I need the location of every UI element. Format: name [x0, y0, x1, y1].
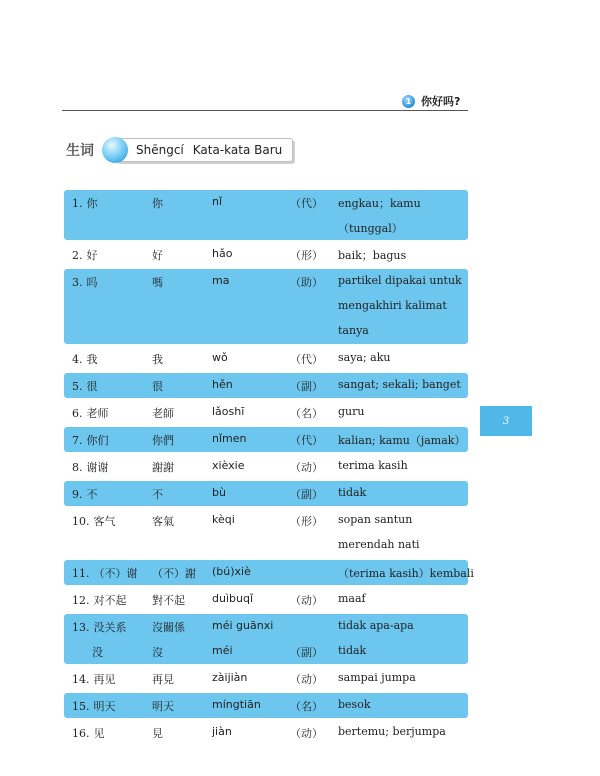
vocab-sub-pos: （副） — [290, 646, 323, 659]
vocab-simplified: 你们 — [86, 434, 109, 447]
vocab-meaning: bertemu; berjumpa — [338, 725, 446, 738]
vocab-head — [72, 247, 98, 263]
vocab-number: 8. — [72, 461, 83, 474]
vocab-traditional: 好 — [152, 249, 163, 262]
vocab-number: 2. — [72, 249, 83, 262]
vocab-sub-meaning: tidak — [338, 644, 367, 657]
vocab-row — [64, 587, 468, 612]
vocab-number: 3. — [72, 276, 83, 289]
vocab-head — [72, 725, 105, 741]
vocab-number: 13. — [72, 621, 90, 634]
vocab-row — [64, 614, 468, 664]
section-title-pill — [115, 138, 293, 162]
vocab-pos: （副） — [290, 380, 323, 393]
vocab-line — [64, 587, 468, 612]
vocab-pinyin: míngtiān — [212, 698, 261, 711]
vocab-number: 10. — [72, 515, 90, 528]
vocab-line — [64, 269, 468, 294]
vocab-pinyin: xièxie — [212, 459, 245, 472]
vocab-pinyin: ma — [212, 274, 230, 287]
vocab-pinyin: nǐmen — [212, 432, 247, 445]
vocab-meaning: baik；bagus — [338, 249, 407, 262]
vocab-meaning: sopan santun — [338, 513, 413, 526]
vocab-simplified: 不 — [86, 488, 98, 501]
vocabulary-list — [64, 190, 474, 747]
vocab-number: 6. — [72, 407, 83, 420]
vocab-row — [64, 242, 468, 267]
vocab-head — [72, 195, 98, 211]
section-title-pinyin: Shēngcí — [136, 143, 184, 157]
vocab-number: 5. — [72, 380, 83, 393]
lesson-title: 你好吗? — [421, 95, 461, 108]
vocab-pos: （代） — [290, 197, 323, 210]
vocab-pinyin: bù — [212, 486, 226, 499]
vocab-meaning: terima kasih — [338, 459, 408, 472]
section-title-cn: 生词 — [66, 143, 94, 159]
vocab-simplified: 客气 — [93, 515, 116, 528]
vocab-simplified: 明天 — [93, 700, 116, 713]
bubble-icon — [102, 137, 128, 163]
vocab-pos: （助） — [290, 276, 323, 289]
vocab-pinyin: méi guānxi — [212, 619, 274, 632]
vocab-line — [64, 215, 468, 240]
vocab-head — [72, 405, 109, 421]
vocab-simplified: 你 — [86, 197, 98, 210]
vocab-pos: （动） — [290, 461, 323, 474]
vocab-simplified: 见 — [93, 727, 105, 740]
vocab-pos: （动） — [290, 727, 323, 740]
vocab-meaning: tidak — [338, 486, 367, 499]
vocab-meaning: saya; aku — [338, 351, 391, 364]
vocab-pos: （副） — [290, 488, 323, 501]
vocab-row — [64, 693, 468, 718]
vocab-traditional: 見 — [152, 727, 163, 740]
vocab-meaning: partikel dipakai untuk — [338, 274, 462, 287]
vocab-meaning: besok — [338, 698, 371, 711]
vocab-line — [64, 533, 468, 558]
header-divider — [62, 110, 468, 111]
vocab-head — [72, 378, 98, 394]
vocab-sub-traditional: 沒 — [152, 646, 163, 659]
vocab-pinyin: lǎoshī — [212, 405, 245, 418]
section-title-id: Kata-kata Baru — [192, 143, 283, 157]
vocab-meaning: engkau；kamu — [338, 197, 421, 210]
vocab-head — [72, 486, 98, 502]
vocab-line — [64, 639, 468, 664]
vocab-number: 16. — [72, 727, 90, 740]
vocab-meaning: kalian; kamu（jamak） — [338, 434, 466, 447]
vocab-pos: （形） — [290, 249, 323, 262]
vocab-simplified: （不）谢 — [93, 567, 138, 580]
vocab-traditional: 再見 — [152, 673, 174, 686]
vocab-traditional: 很 — [152, 380, 163, 393]
vocab-row — [64, 190, 468, 240]
vocab-number: 7. — [72, 434, 83, 447]
vocab-line — [64, 481, 468, 506]
vocab-pos: （代） — [290, 434, 323, 447]
vocab-sub-simplified: 没 — [92, 646, 103, 659]
vocab-head — [72, 619, 127, 635]
vocab-traditional: 嗎 — [152, 276, 163, 289]
vocab-simplified: 对不起 — [93, 594, 127, 607]
vocab-line — [64, 720, 468, 745]
vocab-pinyin: zàijiàn — [212, 671, 248, 684]
vocab-row — [64, 454, 468, 479]
vocab-pos: （名） — [290, 407, 323, 420]
vocab-pinyin: hěn — [212, 378, 233, 391]
vocab-line — [64, 614, 468, 639]
vocab-meaning: guru — [338, 405, 365, 418]
page-number: 3 — [502, 415, 510, 427]
vocab-line — [64, 508, 468, 533]
vocab-traditional: 老師 — [152, 407, 174, 420]
vocab-line — [64, 242, 468, 267]
vocab-number: 14. — [72, 673, 90, 686]
vocab-line — [64, 693, 468, 718]
vocab-number: 15. — [72, 700, 90, 713]
vocab-traditional: 客氣 — [152, 515, 174, 528]
vocab-head — [72, 513, 116, 529]
vocab-simplified: 老师 — [86, 407, 109, 420]
vocab-row — [64, 481, 468, 506]
vocab-line — [64, 666, 468, 691]
section-heading — [66, 137, 293, 163]
vocab-number: 11. — [72, 567, 90, 580]
vocab-head — [72, 432, 109, 448]
vocab-traditional: 明天 — [152, 700, 174, 713]
vocab-line — [64, 400, 468, 425]
vocab-number: 4. — [72, 353, 83, 366]
vocab-line — [64, 373, 468, 398]
vocab-traditional: 謝謝 — [152, 461, 174, 474]
vocab-meaning: tanya — [338, 324, 369, 337]
vocab-line — [64, 346, 468, 371]
vocab-head — [72, 565, 138, 581]
vocab-line — [64, 560, 474, 585]
vocab-row — [64, 427, 468, 452]
vocab-line — [64, 454, 468, 479]
vocab-row — [64, 373, 468, 398]
vocab-pinyin: (bú)xiè — [212, 565, 251, 578]
vocab-number: 12. — [72, 594, 90, 607]
vocab-simplified: 好 — [86, 249, 98, 262]
vocab-head — [72, 698, 116, 714]
vocab-simplified: 我 — [86, 353, 98, 366]
vocab-traditional: 你 — [152, 197, 163, 210]
vocab-traditional: （不）謝 — [152, 567, 196, 580]
vocab-number: 9. — [72, 488, 83, 501]
vocab-number: 1. — [72, 197, 83, 210]
vocab-meaning: tidak apa-apa — [338, 619, 414, 632]
vocab-line — [64, 294, 468, 319]
vocab-pos: （名） — [290, 700, 323, 713]
vocab-line — [64, 427, 468, 452]
vocab-head — [72, 351, 98, 367]
vocab-row — [64, 269, 468, 344]
vocab-meaning: sampai jumpa — [338, 671, 416, 684]
vocab-simplified: 没关系 — [93, 621, 127, 634]
vocab-sub-pinyin: méi — [212, 644, 233, 657]
vocab-pinyin: hǎo — [212, 247, 233, 260]
vocab-row — [64, 400, 468, 425]
vocab-head — [72, 592, 127, 608]
vocab-meaning: merendah nati — [338, 538, 420, 551]
vocab-head — [72, 671, 116, 687]
vocab-row — [64, 346, 468, 371]
vocab-pos: （形） — [290, 515, 323, 528]
vocab-meaning: mengakhiri kalimat — [338, 299, 447, 312]
vocab-pinyin: wǒ — [212, 351, 228, 364]
page-number-tab — [480, 406, 532, 436]
vocab-pinyin: nǐ — [212, 195, 223, 208]
vocab-simplified: 很 — [86, 380, 98, 393]
vocab-pos: （动） — [290, 594, 323, 607]
vocab-traditional: 不 — [152, 488, 163, 501]
vocab-simplified: 再见 — [93, 673, 116, 686]
vocab-meaning: maaf — [338, 592, 366, 605]
vocab-row — [64, 720, 468, 745]
lesson-header — [402, 92, 460, 110]
vocab-pos: （动） — [290, 673, 323, 686]
vocab-head — [72, 459, 109, 475]
vocab-simplified: 吗 — [86, 276, 98, 289]
vocab-pos: （代） — [290, 353, 323, 366]
vocab-pinyin: kèqi — [212, 513, 235, 526]
vocab-traditional: 對不起 — [152, 594, 185, 607]
vocab-head — [72, 274, 98, 290]
vocab-line — [64, 190, 468, 215]
vocab-row — [64, 508, 468, 558]
vocab-pinyin: jiàn — [212, 725, 232, 738]
vocab-meaning: sangat; sekali; banget — [338, 378, 461, 391]
vocab-traditional: 你們 — [152, 434, 174, 447]
vocab-simplified: 谢谢 — [86, 461, 109, 474]
vocab-traditional: 沒關係 — [152, 621, 185, 634]
vocab-line — [64, 319, 468, 344]
vocab-pinyin: duìbuqǐ — [212, 592, 254, 605]
lesson-badge-icon: 1 — [402, 95, 415, 108]
vocab-meaning: （terima kasih）kembali — [338, 567, 474, 580]
vocab-meaning: （tunggal） — [338, 222, 403, 235]
vocab-row — [64, 666, 468, 691]
vocab-traditional: 我 — [152, 353, 163, 366]
vocab-row — [64, 560, 474, 585]
